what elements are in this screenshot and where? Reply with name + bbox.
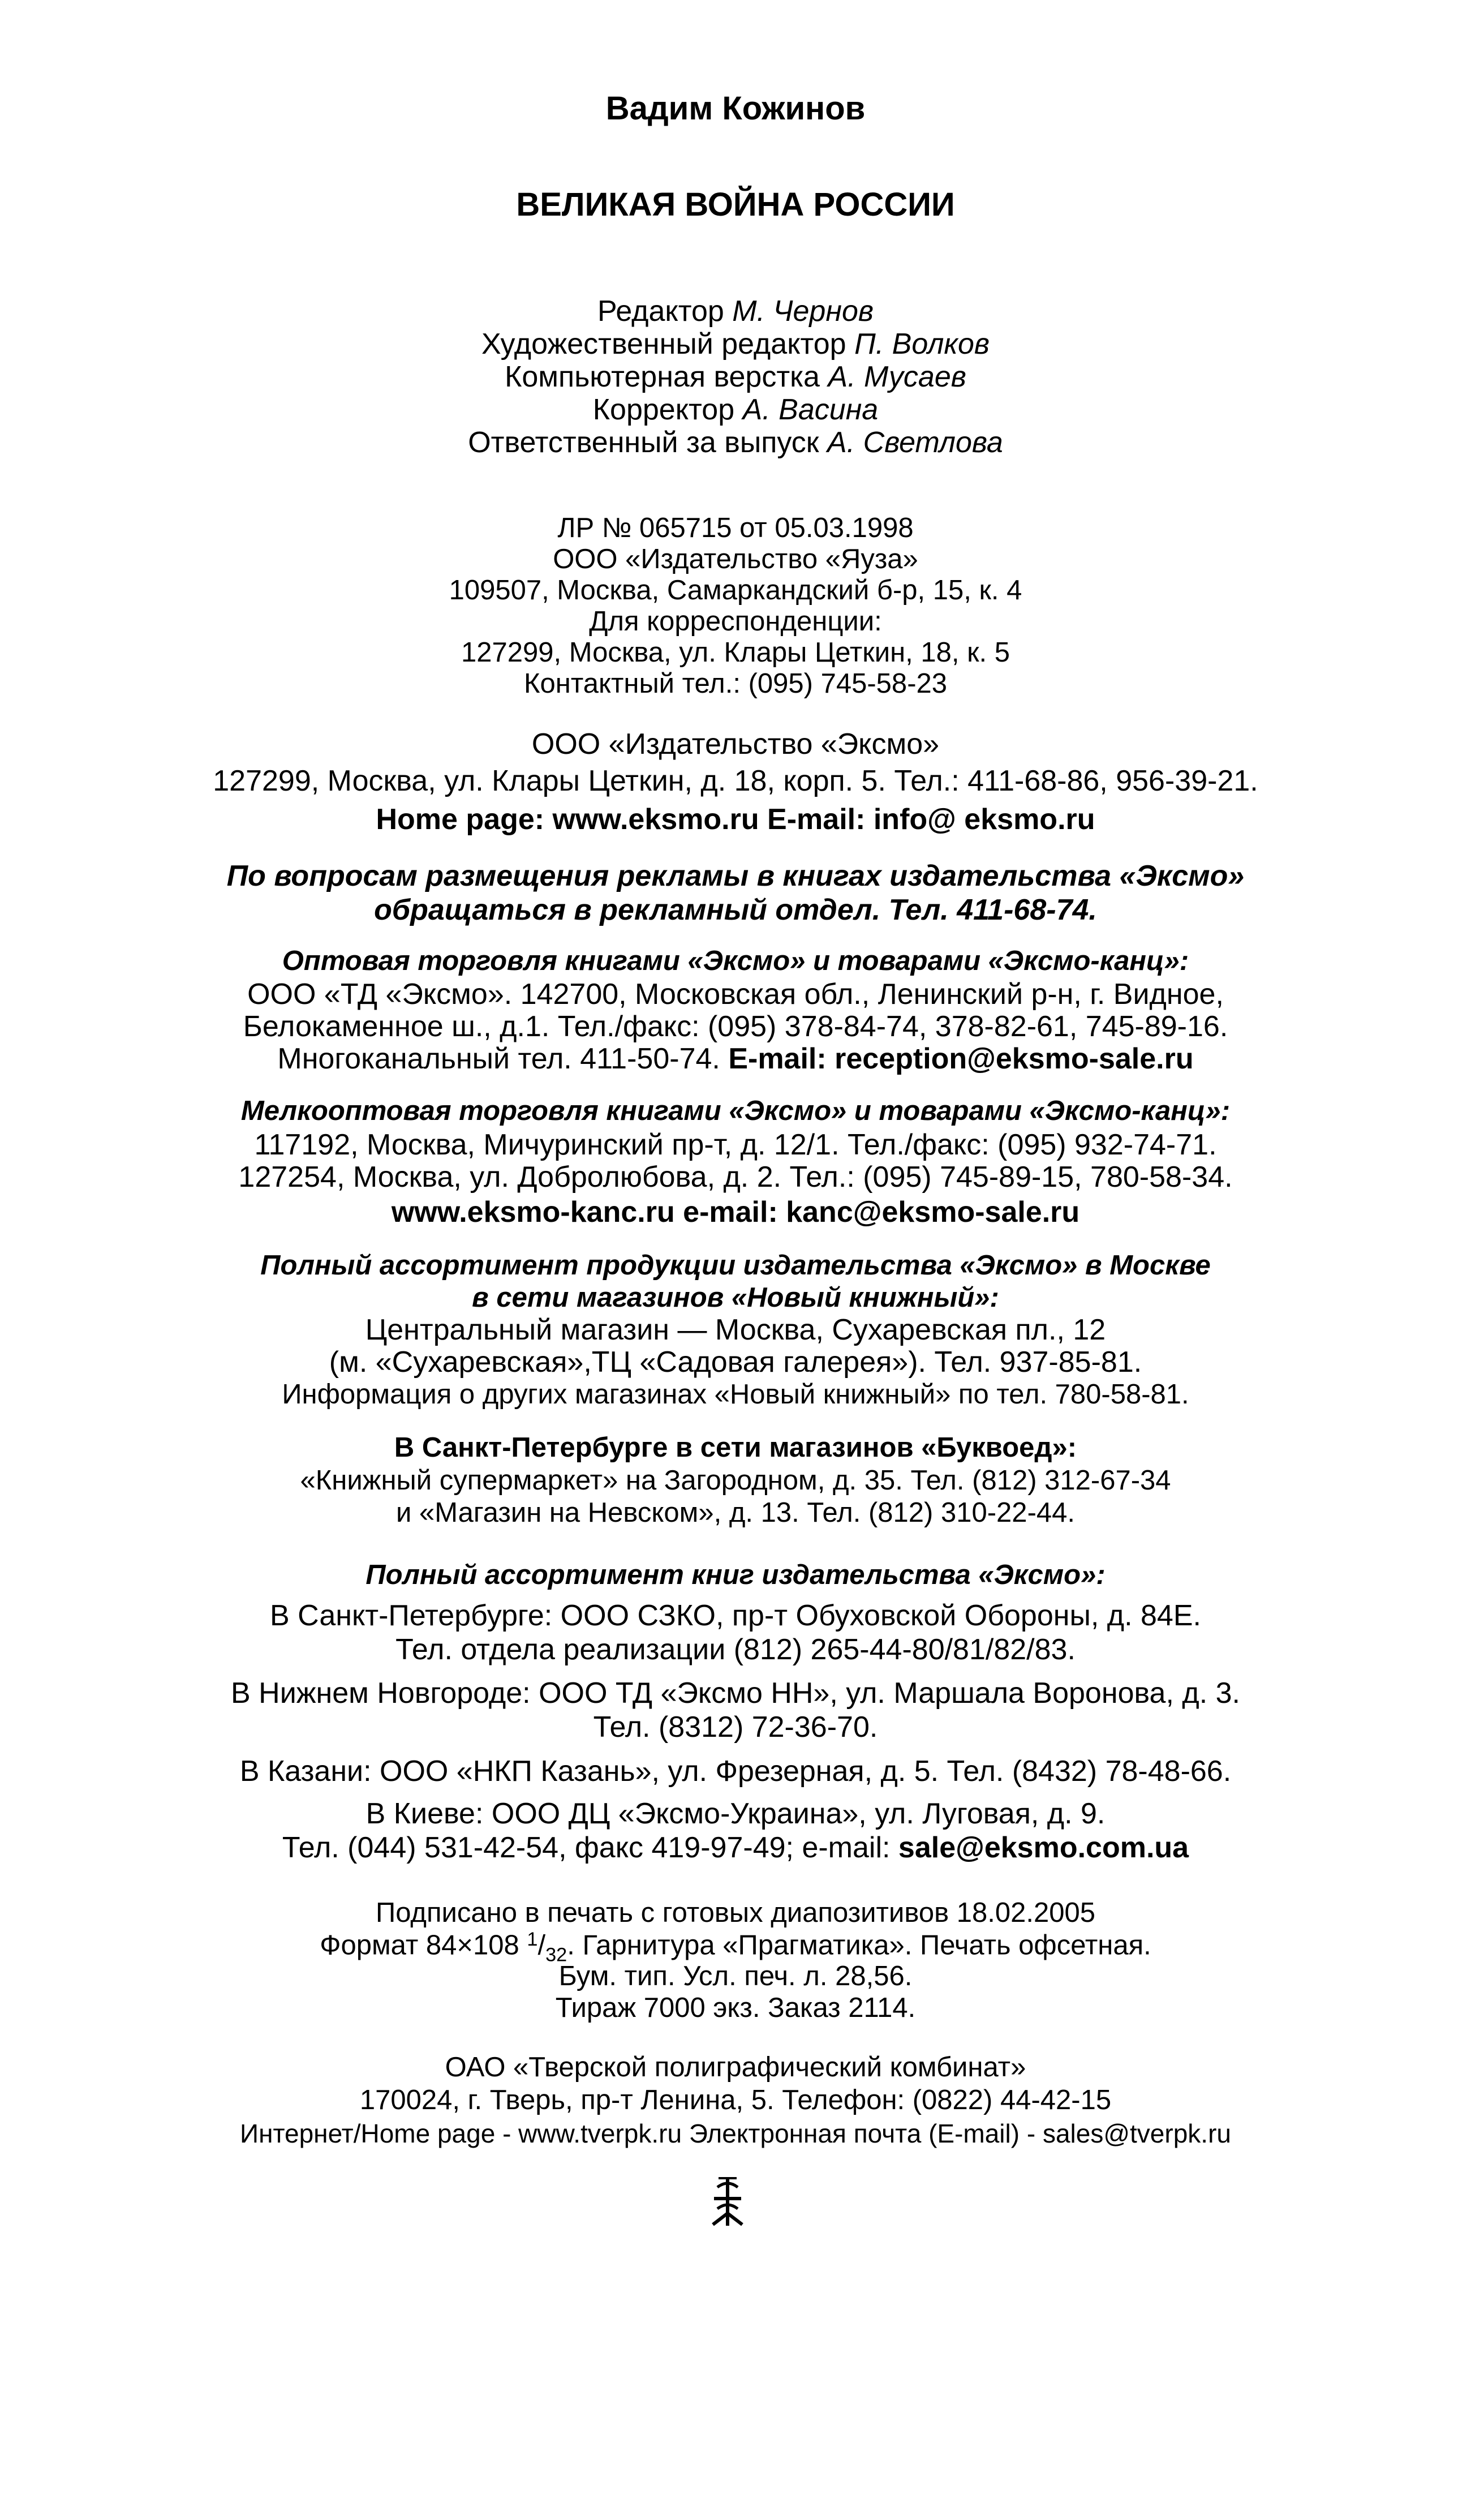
- moscow-heading-1: Полный ассортимент продукции издательства «Эксмо» в Москве: [260, 1250, 1211, 1281]
- moscow-heading-2: в сети магазинов «Новый книжный»:: [472, 1282, 999, 1313]
- full-nn-line-1: В Нижнем Новгороде: ООО ТД «Эксмо НН», ул. Маршала Воронова, д. 3.: [231, 1677, 1240, 1710]
- credit-layout: Компьютерная верстка А. Мусаев: [505, 360, 966, 393]
- yauza-name: ООО «Издательство «Яуза»: [553, 544, 918, 574]
- full-heading: Полный ассортимент книг издательства «Эксмо»:: [365, 1560, 1106, 1590]
- small-wholesale-line-2: 127254, Москва, ул. Добролюбова, д. 2. Тел.: (095) 745-89-15, 780-58-34.: [238, 1161, 1233, 1194]
- small-wholesale-line-1: 117192, Москва, Мичуринский пр-т, д. 12/1. Тел./факс: (095) 932-74-71.: [254, 1128, 1217, 1161]
- print-format: Формат 84×108 $^1/_{32}$. Гарнитура «Прагматика». Печать офсетная.: [320, 1929, 1151, 1966]
- book-title: ВЕЛИКАЯ ВОЙНА РОССИИ: [516, 186, 955, 223]
- moscow-line-1: Центральный магазин — Москва, Сухаревская пл., 12: [365, 1313, 1106, 1346]
- moscow-line-2: (м. «Сухаревская»,ТЦ «Садовая галерея»). Тел. 937-85-81.: [329, 1346, 1142, 1379]
- credit-editor: Редактор М. Чернов: [597, 295, 874, 328]
- full-spb-line-2: Тел. отдела реализации (812) 265-44-80/81/82/83.: [395, 1633, 1076, 1666]
- ads-line-1: По вопросам размещения рекламы в книгах издательства «Эксмо»: [226, 860, 1245, 892]
- wholesale-heading: Оптовая торговля книгами «Эксмо» и товарами «Эксмо-канц»:: [282, 946, 1189, 976]
- printer-logo-icon: [705, 2176, 750, 2228]
- full-kazan-line: В Казани: ООО «НКП Казань», ул. Фрезерная, д. 5. Тел. (8432) 78-48-66.: [239, 1755, 1232, 1788]
- yauza-correspondence-address: 127299, Москва, ул. Клары Цеткин, 18, к. 5: [461, 637, 1010, 668]
- author-name: Вадим Кожинов: [605, 90, 866, 127]
- full-spb-line-1: В Санкт-Петербурге: ООО СЗКО, пр-т Обуховской Обороны, д. 84Е.: [270, 1599, 1201, 1632]
- license-line: ЛР № 065715 от 05.03.1998: [557, 513, 914, 543]
- full-kiev-line-2: Тел. (044) 531-42-54, факс 419-97-49; e-mail: sale@eksmo.com.ua: [282, 1831, 1189, 1864]
- yauza-address: 109507, Москва, Самаркандский б-р, 15, к. 4: [449, 575, 1022, 606]
- printer-address: 170024, г. Тверь, пр-т Ленина, 5. Телефон: (0822) 44-42-15: [359, 2085, 1112, 2115]
- spb-line-1: «Книжный супермаркет» на Загородном, д. 35. Тел. (812) 312-67-34: [300, 1465, 1171, 1496]
- full-kiev-line-1: В Киеве: ООО ДЦ «Эксмо-Украина», ул. Луговая, д. 9.: [365, 1797, 1106, 1830]
- yauza-correspondence-label: Для корреспонденции:: [589, 606, 882, 637]
- wholesale-line-3: Многоканальный тел. 411-50-74. E-mail: reception@eksmo-sale.ru: [277, 1042, 1194, 1075]
- yauza-phone: Контактный тел.: (095) 745-58-23: [523, 668, 948, 699]
- wholesale-line-2: Белокаменное ш., д.1. Тел./факс: (095) 378-84-74, 378-82-61, 745-89-16.: [243, 1010, 1228, 1043]
- spb-heading: В Санкт-Петербурге в сети магазинов «Буквоед»:: [394, 1432, 1077, 1463]
- small-wholesale-heading: Мелкооптовая торговля книгами «Эксмо» и товарами «Эксмо-канц»:: [240, 1096, 1231, 1126]
- print-paper: Бум. тип. Усл. печ. л. 28,56.: [558, 1961, 913, 1991]
- eksmo-address: 127299, Москва, ул. Клары Цеткин, д. 18, корп. 5. Тел.: 411-68-86, 956-39-21.: [213, 765, 1258, 797]
- eksmo-web: Home page: www.eksmo.ru E-mail: info@ eksmo.ru: [376, 803, 1095, 836]
- credit-art-editor: Художественный редактор П. Волков: [481, 328, 990, 360]
- credit-responsible: Ответственный за выпуск А. Светлова: [468, 426, 1003, 459]
- print-run: Тираж 7000 экз. Заказ 2114.: [555, 1993, 916, 2023]
- print-signed: Подписано в печать с готовых диапозитивов 18.02.2005: [376, 1897, 1095, 1928]
- full-nn-line-2: Тел. (8312) 72-36-70.: [593, 1711, 878, 1744]
- spb-line-2: и «Магазин на Невском», д. 13. Тел. (812) 310-22-44.: [396, 1497, 1075, 1528]
- printer-name: ОАО «Тверской полиграфический комбинат»: [445, 2052, 1026, 2083]
- wholesale-line-1: ООО «ТД «Эксмо». 142700, Московская обл., Ленинский р-н, г. Видное,: [247, 978, 1224, 1011]
- credit-corrector: Корректор А. Васина: [592, 393, 879, 426]
- eksmo-name: ООО «Издательство «Эксмо»: [531, 728, 940, 761]
- moscow-line-3: Информация о других магазинах «Новый книжный» по тел. 780-58-81.: [282, 1379, 1189, 1410]
- small-wholesale-web: www.eksmo-kanc.ru e-mail: kanc@eksmo-sale.ru: [391, 1196, 1080, 1229]
- printer-web: Интернет/Home page - www.tverpk.ru Электронная почта (E-mail) - sales@tverpk.ru: [240, 2119, 1231, 2148]
- ads-line-2: обращаться в рекламный отдел. Тел. 411-68-74.: [374, 894, 1097, 926]
